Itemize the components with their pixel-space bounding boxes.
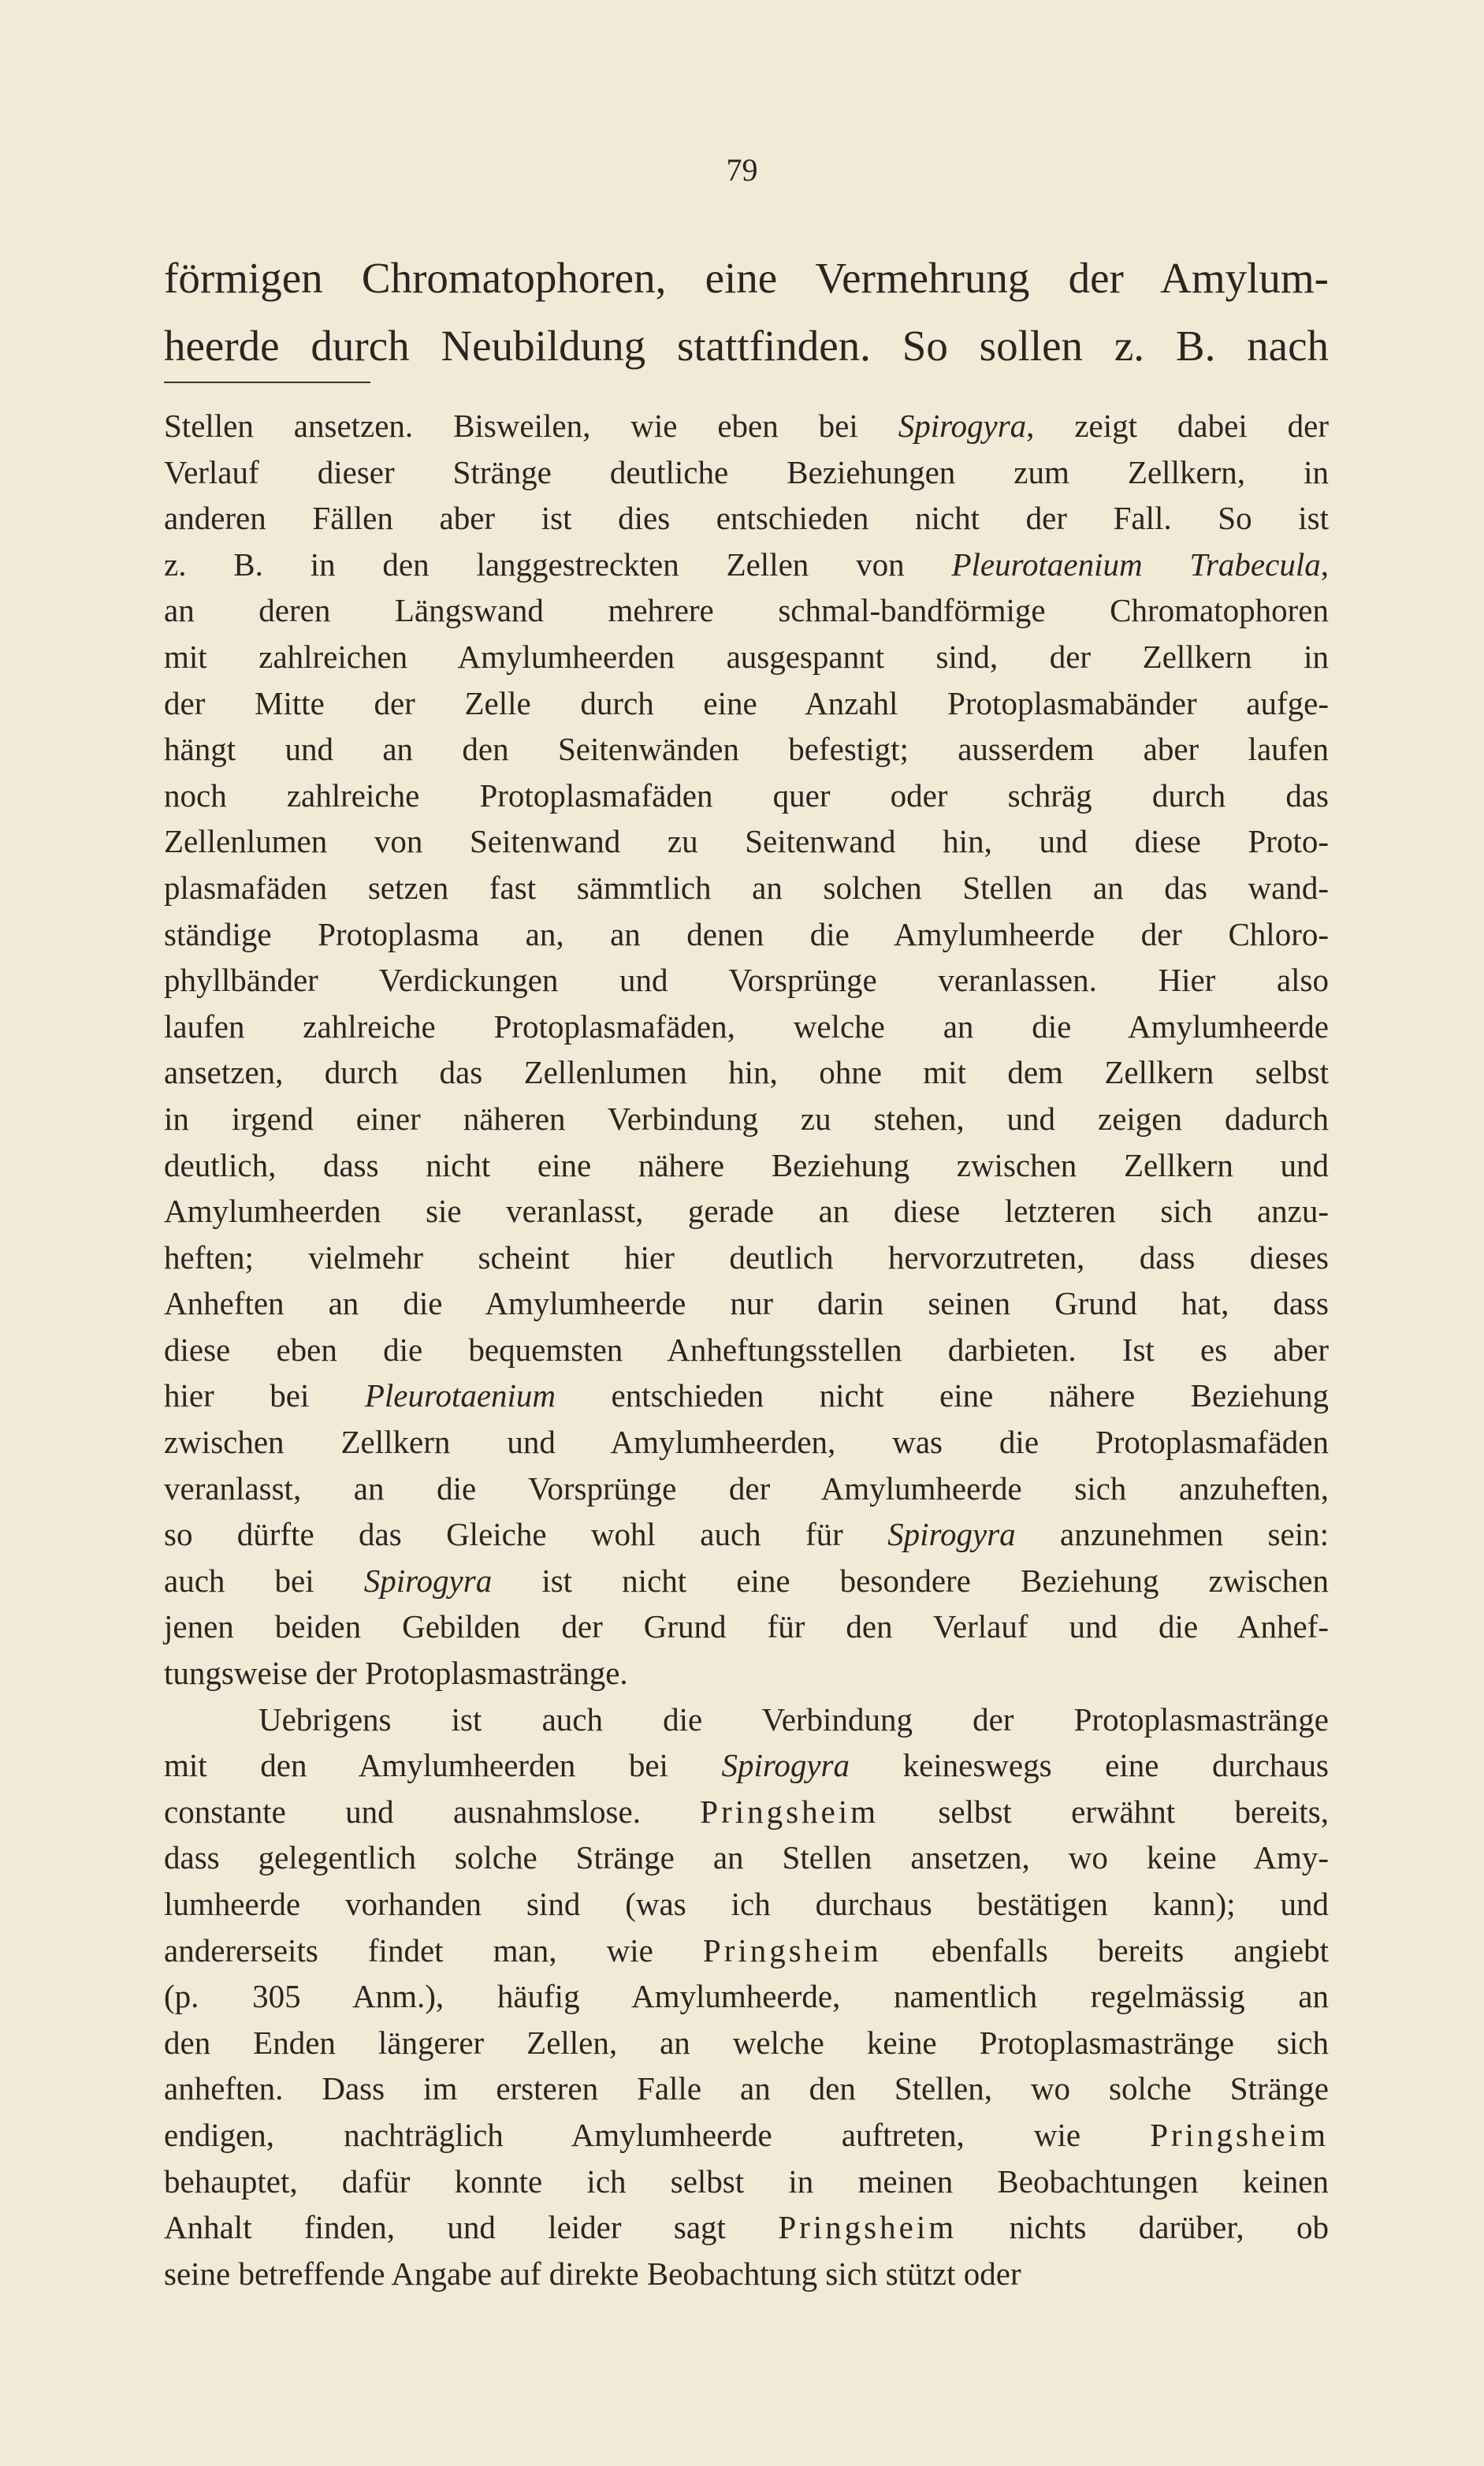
- text-line: phyllbänder Verdickungen und Vorsprünge veranlassen. Hier also: [164, 962, 1329, 999]
- text-line: heften; vielmehr scheint hier deutlich hervorzutreten, dass dieses: [164, 1239, 1329, 1276]
- text-line: zwischen Zellkern und Amylumheerden, was die Protoplasmafäden: [164, 1424, 1329, 1461]
- text-line: der Mitte der Zelle durch eine Anzahl Protoplasmabänder aufge-: [164, 684, 1329, 721]
- text-line: diese eben die bequemsten Anheftungsstellen darbieten. Ist es aber: [164, 1331, 1329, 1368]
- text-line: constante und ausnahmslose. Pringsheim selbst erwähnt bereits,: [164, 1793, 1329, 1830]
- text-line: heerde durch Neubildung stattfinden. So sollen z. B. nach: [164, 322, 1329, 370]
- text-line: behauptet, dafür konnte ich selbst in meinen Beobachtungen keinen: [164, 2162, 1329, 2200]
- text-line: den Enden längerer Zellen, an welche keine Protoplasmastränge sich: [164, 2024, 1329, 2061]
- text-line: Verlauf dieser Stränge deutliche Beziehungen zum Zellkern, in: [164, 453, 1329, 490]
- text-line: plasmafäden setzen fast sämmtlich an solchen Stellen an das wand-: [164, 869, 1329, 906]
- text-line: (p. 305 Anm.), häufig Amylumheerde, namentlich regelmässig an: [164, 1978, 1329, 2015]
- text-line: tungsweise der Protoplasmastränge.: [164, 1655, 628, 1692]
- body-text: [164, 403, 1329, 2297]
- text-line: andererseits findet man, wie Pringsheim ebenfalls bereits angiebt: [164, 1931, 1330, 1969]
- text-line: Uebrigens ist auch die Verbindung der Protoplasmastränge: [258, 1700, 1329, 1738]
- text-line: anderen Fällen aber ist dies entschieden nicht der Fall. So ist: [164, 500, 1329, 537]
- text-line: Zellenlumen von Seitenwand zu Seitenwand hin, und diese Proto-: [164, 823, 1329, 860]
- text-line: ständige Protoplasma an, an denen die Amylumheerde der Chloro-: [164, 915, 1329, 952]
- text-line: deutlich, dass nicht eine nähere Beziehung zwischen Zellkern und: [164, 1146, 1329, 1183]
- text-line: auch bei Spirogyra ist nicht eine besondere Beziehung zwischen: [164, 1562, 1329, 1599]
- page-number: 79: [726, 152, 758, 188]
- text-line: ansetzen, durch das Zellenlumen hin, ohne mit dem Zellkern selbst: [164, 1054, 1329, 1091]
- text-line: noch zahlreiche Protoplasmafäden quer oder schräg durch das: [164, 777, 1329, 814]
- text-line: mit zahlreichen Amylumheerden ausgespannt sind, der Zellkern in: [164, 638, 1329, 675]
- text-line: förmigen Chromatophoren, eine Vermehrung der Amylum-: [164, 254, 1329, 302]
- text-line: Stellen ansetzen. Bisweilen, wie eben bei Spirogyra, zeigt dabei der: [164, 408, 1329, 444]
- text-line: dass gelegentlich solche Stränge an Stellen ansetzen, wo keine Amy-: [164, 1839, 1329, 1876]
- text-line: an deren Längswand mehrere schmal-bandförmige Chromatophoren: [164, 592, 1329, 629]
- text-line: laufen zahlreiche Protoplasmafäden, welche an die Amylumheerde: [164, 1008, 1329, 1045]
- text-line: seine betreffende Angabe auf direkte Beobachtung sich stützt oder: [164, 2255, 1021, 2292]
- text-line: hier bei Pleurotaenium entschieden nicht eine nähere Beziehung: [164, 1377, 1329, 1414]
- text-line: veranlasst, an die Vorsprünge der Amylumheerde sich anzuheften,: [164, 1470, 1329, 1507]
- footnote-divider: [164, 382, 370, 383]
- text-line: so dürfte das Gleiche wohl auch für Spirogyra anzunehmen sein:: [164, 1516, 1329, 1553]
- text-line: z. B. in den langgestreckten Zellen von Pleurotaenium Trabecula,: [164, 546, 1329, 583]
- text-line: Anhalt finden, und leider sagt Pringsheim nichts darüber, ob: [164, 2209, 1329, 2246]
- text-line: in irgend einer näheren Verbindung zu stehen, und zeigen dadurch: [164, 1100, 1329, 1137]
- text-line: endigen, nachträglich Amylumheerde auftreten, wie Pringsheim: [164, 2116, 1329, 2153]
- text-line: anheften. Dass im ersteren Falle an den Stellen, wo solche Stränge: [164, 2070, 1329, 2107]
- text-line: Anheften an die Amylumheerde nur darin seinen Grund hat, dass: [164, 1285, 1329, 1322]
- text-line: mit den Amylumheerden bei Spirogyra keineswegs eine durchaus: [164, 1747, 1330, 1784]
- continuation-text: [164, 244, 1329, 380]
- text-line: hängt und an den Seitenwänden befestigt; ausserdem aber laufen: [164, 731, 1329, 768]
- text-line: lumheerde vorhanden sind (was ich durchaus bestätigen kann); und: [164, 1886, 1329, 1922]
- text-line: jenen beiden Gebilden der Grund für den Verlauf und die Anhef-: [164, 1608, 1329, 1645]
- text-line: Amylumheerden sie veranlasst, gerade an diese letzteren sich anzu-: [164, 1193, 1329, 1230]
